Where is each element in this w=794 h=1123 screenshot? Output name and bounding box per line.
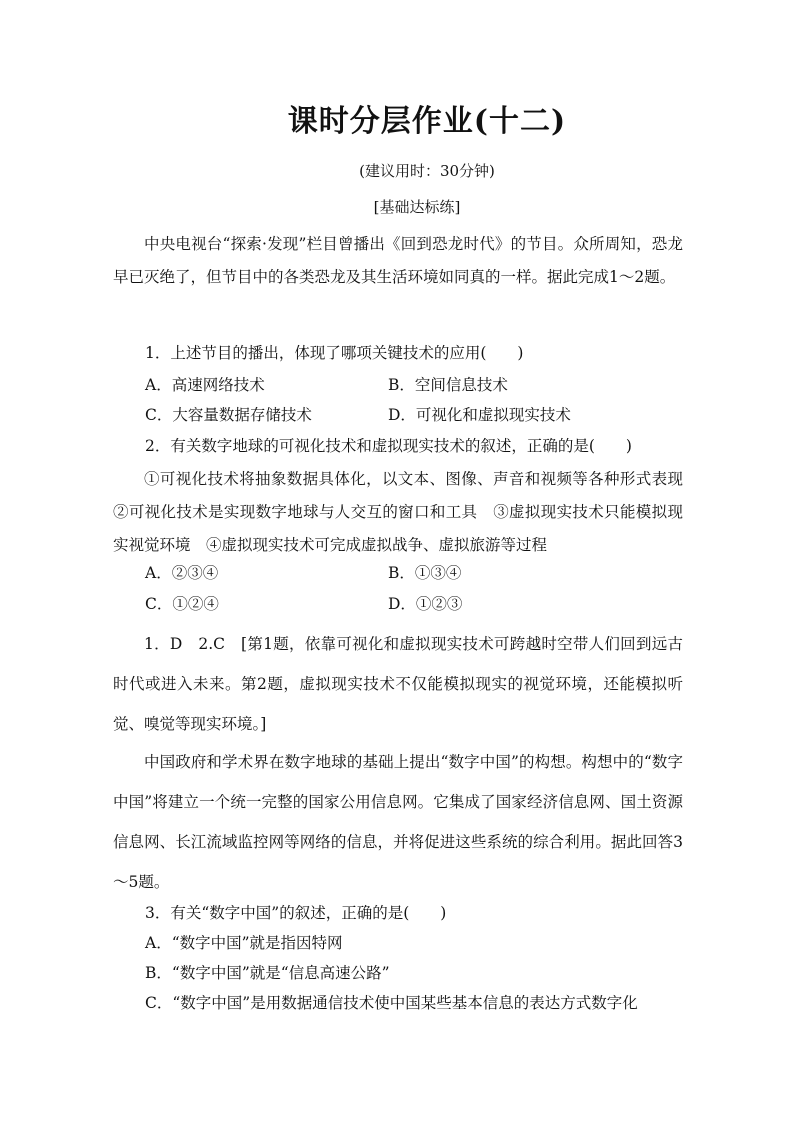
question-3-option-c: C．“数字中国”是用数据通信技术使中国某些基本信息的表达方式数字化 xyxy=(145,994,638,1012)
page-title: 课时分层作业(十二) xyxy=(287,104,567,139)
question-2-option-a: A．②③④ xyxy=(145,564,219,582)
question-3-stem: 3．有关“数字中国”的叙述，正确的是( ) xyxy=(145,904,447,922)
question-1-option-b: B．空间信息技术 xyxy=(388,376,508,394)
question-1-stem: 1．上述节目的播出，体现了哪项关键技术的应用( ) xyxy=(145,344,524,362)
passage-1: 中央电视台“探索·发现”栏目曾播出《回到恐龙时代》的节目。众所周知，恐龙早已灭绝了，但节目中的各类恐龙及其生活环境如同真的一样。据此完成1～2题。 xyxy=(113,235,683,286)
section-heading: [基础达标练] xyxy=(373,198,461,216)
passage-2: 中国政府和学术界在数字地球的基础上提出“数字中国”的构想。构想中的“数字中国”将建立一个统一完整的国家公用信息网。它集成了国家经济信息网、国土资源信息网、长江流域监控网等网络的信息，并将促进这些系统的综合利用。据此回答3～5题。 xyxy=(113,753,683,891)
question-3-option-a: A．“数字中国”就是指因特网 xyxy=(145,934,343,952)
question-1-option-d: D．可视化和虚拟现实技术 xyxy=(388,406,571,424)
question-2-option-c: C．①②④ xyxy=(145,595,219,613)
time-note: (建议用时：30分钟) xyxy=(359,162,495,180)
answer-explanation-1-2: 1．D 2.C [第1题，依靠可视化和虚拟现实技术可跨越时空带人们回到远古时代或进入未来。第2题，虚拟现实技术不仅能模拟现实的视觉环境，还能模拟听觉、嗅觉等现实环境。] xyxy=(113,635,683,733)
question-1-option-c: C．大容量数据存储技术 xyxy=(145,406,312,424)
question-2-stem: 2．有关数字地球的可视化技术和虚拟现实技术的叙述，正确的是( ) xyxy=(145,437,632,455)
question-2-statements: ①可视化技术将抽象数据具体化，以文本、图像、声音和视频等各种形式表现 ②可视化技术是实现数字地球与人交互的窗口和工具 ③虚拟现实技术只能模拟现实视觉环境 ④虚拟现实技术可完成虚拟战争、虚拟旅游等过程 xyxy=(113,470,699,554)
question-2-option-b: B．①③④ xyxy=(388,564,462,582)
question-1-option-a: A．高速网络技术 xyxy=(145,376,265,394)
question-3-option-b: B．“数字中国”就是“信息高速公路” xyxy=(145,964,390,982)
question-2-option-d: D．①②③ xyxy=(388,595,463,613)
